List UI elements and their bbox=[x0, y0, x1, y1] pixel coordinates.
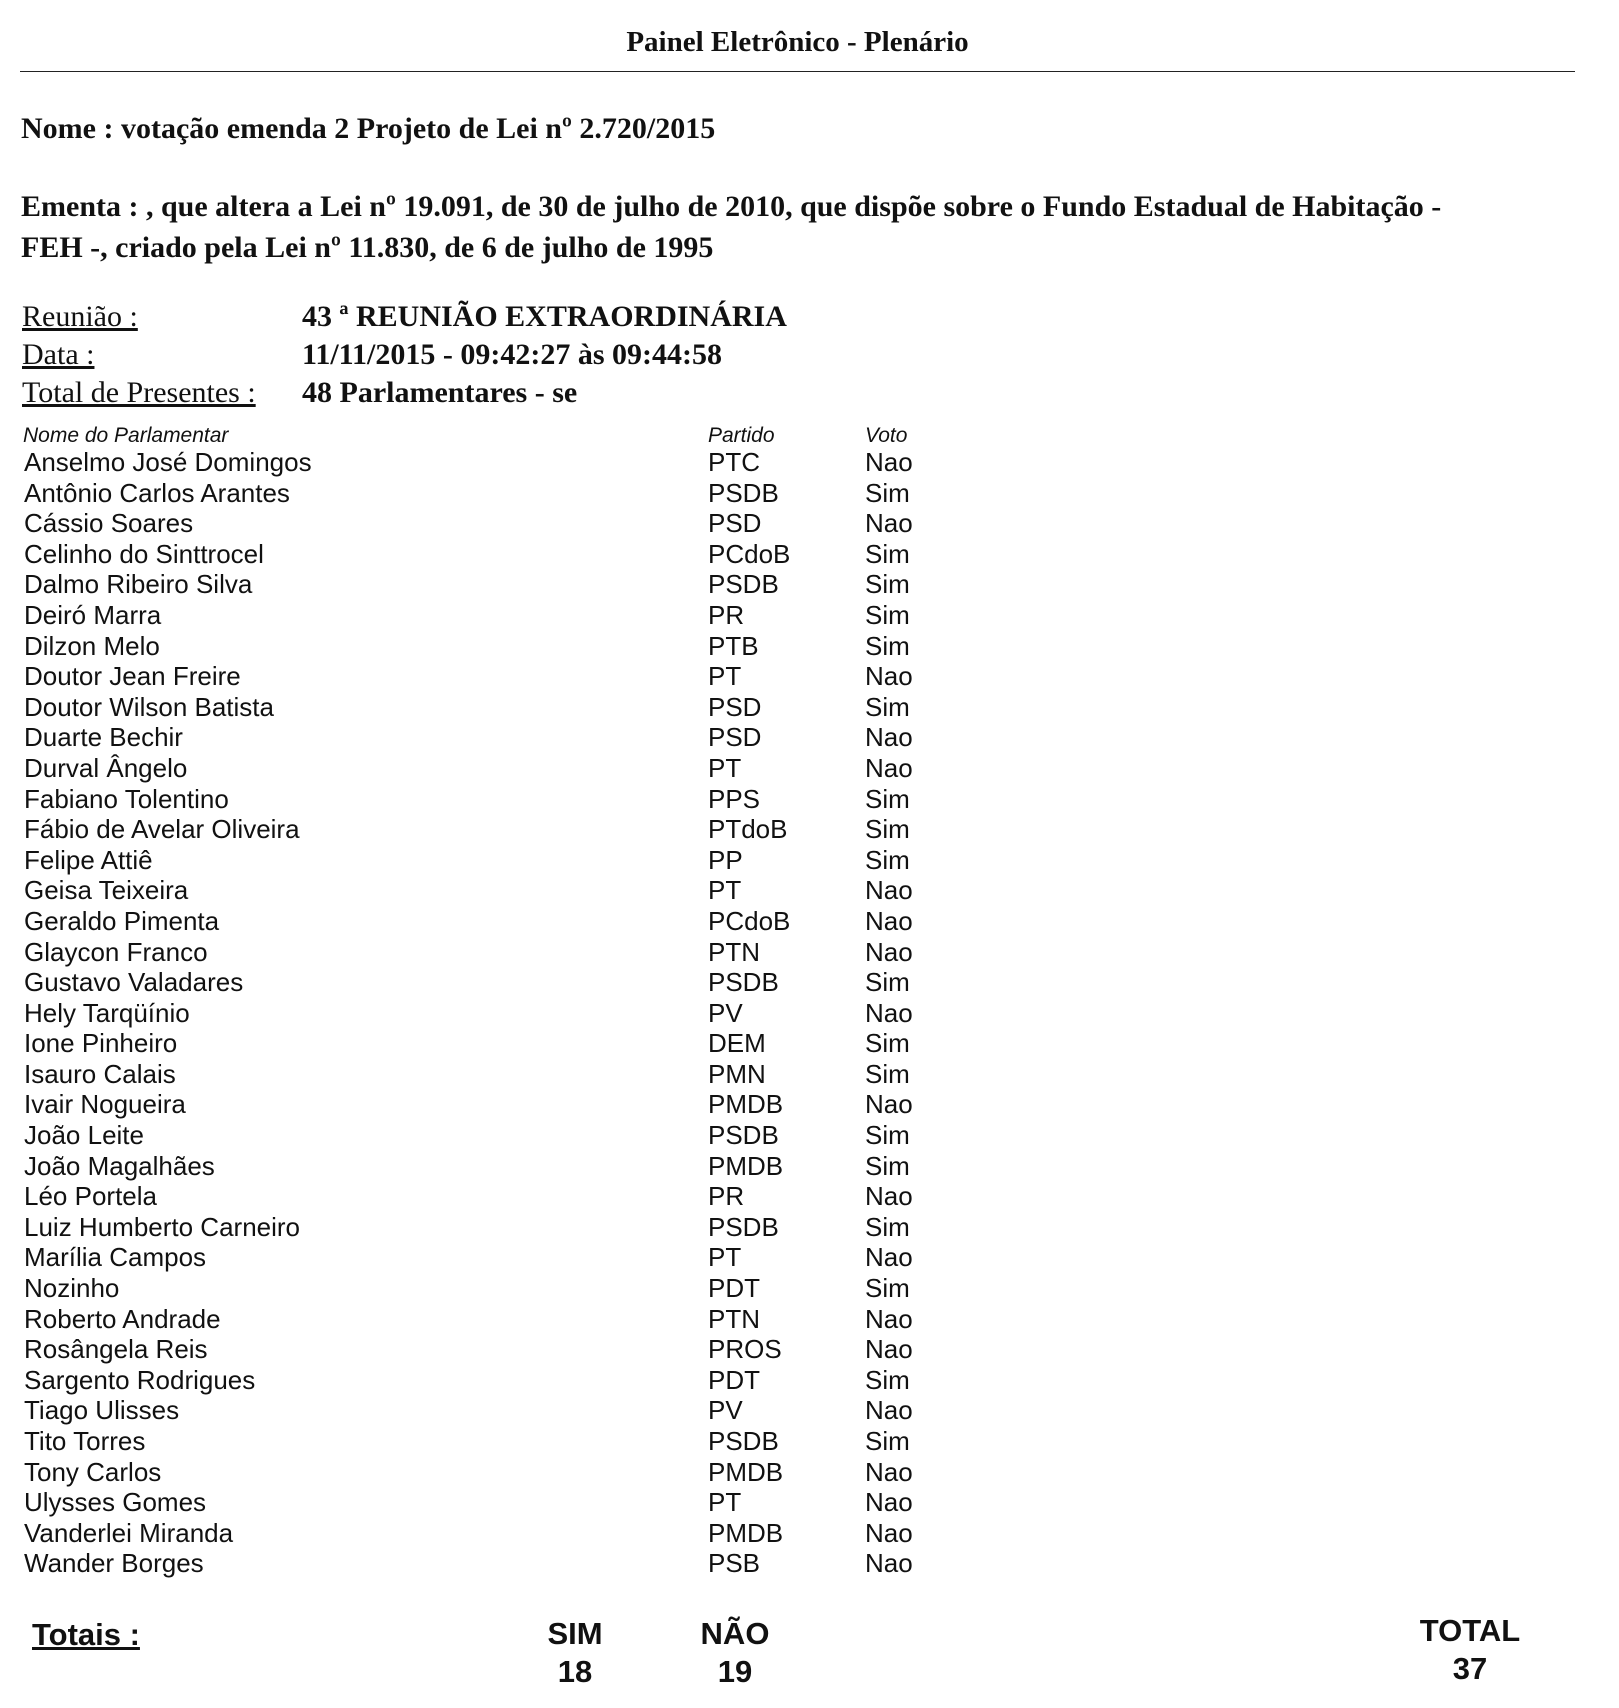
member-vote: Sim bbox=[865, 1426, 910, 1456]
member-party: PMDB bbox=[708, 1517, 784, 1548]
table-row bbox=[0, 631, 1619, 662]
date-label: Data : bbox=[22, 338, 95, 371]
member-name: Dilzon Melo bbox=[24, 630, 160, 661]
member-name: Doutor Jean Freire bbox=[24, 661, 241, 692]
header-divider bbox=[20, 71, 1575, 72]
table-row bbox=[0, 661, 1619, 692]
member-party: PSDB bbox=[708, 569, 779, 600]
member-vote: Sim bbox=[865, 1150, 910, 1181]
member-name: Ivair Nogueira bbox=[24, 1089, 186, 1120]
vote-name: Nome : votação emenda 2 Projeto de Lei nº 2.720/2015 bbox=[21, 112, 716, 145]
table-row bbox=[0, 1120, 1619, 1151]
member-party: PMDB bbox=[708, 1089, 784, 1120]
member-party: PSDB bbox=[708, 967, 779, 998]
member-party: PSD bbox=[708, 508, 762, 539]
member-name: Tito Torres bbox=[24, 1426, 146, 1456]
table-row bbox=[0, 1548, 1619, 1579]
member-name: Ulysses Gomes bbox=[24, 1487, 207, 1518]
totals-label: Totais : bbox=[32, 1617, 140, 1652]
member-name: Glaycon Franco bbox=[24, 936, 208, 967]
table-row bbox=[0, 998, 1619, 1029]
member-vote: Sim bbox=[865, 691, 910, 722]
member-vote: Sim bbox=[865, 844, 910, 875]
member-vote: Nao bbox=[865, 1517, 913, 1548]
table-row bbox=[0, 1212, 1619, 1243]
totals-nao bbox=[685, 1615, 785, 1691]
member-name: Vanderlei Miranda bbox=[24, 1517, 234, 1548]
date-value: 11/11/2015 - 09:42:27 às 09:44:58 bbox=[302, 338, 722, 371]
member-party: PTdoB bbox=[708, 814, 788, 845]
member-vote: Nao bbox=[865, 1548, 913, 1579]
member-vote: Nao bbox=[865, 997, 913, 1028]
table-row bbox=[0, 1273, 1619, 1304]
member-name: Felipe Attiê bbox=[24, 844, 153, 875]
member-party: PSDB bbox=[708, 1426, 779, 1456]
member-party: PSB bbox=[708, 1548, 761, 1579]
member-name: Celinho do Sinttrocel bbox=[24, 538, 264, 569]
member-name: Rosângela Reis bbox=[24, 1334, 208, 1365]
member-vote: Sim bbox=[865, 1273, 910, 1304]
attendance-row bbox=[22, 376, 577, 410]
member-name: Isauro Calais bbox=[24, 1058, 176, 1089]
member-party: PT bbox=[708, 1487, 742, 1518]
member-name: Durval Ângelo bbox=[24, 752, 188, 783]
table-row bbox=[0, 1242, 1619, 1273]
table-row bbox=[0, 478, 1619, 509]
totals-total-value: 37 bbox=[1452, 1651, 1488, 1686]
member-party: PTN bbox=[708, 936, 760, 967]
member-name: Luiz Humberto Carneiro bbox=[24, 1211, 301, 1242]
table-row bbox=[0, 539, 1619, 570]
member-party: PCdoB bbox=[708, 905, 791, 936]
member-vote: Sim bbox=[865, 1120, 910, 1151]
table-row bbox=[0, 1089, 1619, 1120]
table-row bbox=[0, 845, 1619, 876]
table-row bbox=[0, 1487, 1619, 1518]
member-vote: Nao bbox=[865, 875, 913, 906]
member-vote: Sim bbox=[865, 630, 910, 661]
member-name: Duarte Bechir bbox=[24, 722, 183, 753]
attendance-value: 48 Parlamentares - se bbox=[302, 376, 578, 409]
meeting-row bbox=[22, 300, 787, 334]
member-name: Gustavo Valadares bbox=[24, 967, 244, 998]
member-name: Roberto Andrade bbox=[24, 1303, 221, 1334]
table-row bbox=[0, 937, 1619, 968]
totals-sim-value: 18 bbox=[557, 1654, 593, 1689]
table-row bbox=[0, 722, 1619, 753]
member-name: Tiago Ulisses bbox=[24, 1395, 180, 1426]
totals-nao-value: 19 bbox=[717, 1654, 753, 1689]
page-title: Painel Eletrônico - Plenário bbox=[626, 26, 969, 58]
member-vote: Sim bbox=[865, 783, 910, 814]
member-vote: Nao bbox=[865, 905, 913, 936]
member-party: PMDB bbox=[708, 1456, 784, 1487]
member-name: Geraldo Pimenta bbox=[24, 905, 220, 936]
member-party: PP bbox=[708, 844, 743, 875]
table-row bbox=[0, 1181, 1619, 1212]
member-party: PMN bbox=[708, 1058, 766, 1089]
member-party: PTN bbox=[708, 1303, 760, 1334]
member-party: PSDB bbox=[708, 1211, 779, 1242]
table-row bbox=[0, 814, 1619, 845]
member-vote: Nao bbox=[865, 661, 913, 692]
table-row bbox=[0, 1426, 1619, 1457]
table-row bbox=[0, 1028, 1619, 1059]
table-row bbox=[0, 1518, 1619, 1549]
member-vote: Sim bbox=[865, 1028, 910, 1059]
totals-total-label: TOTAL bbox=[1419, 1613, 1521, 1648]
member-party: PSDB bbox=[708, 477, 779, 508]
member-party: PDT bbox=[708, 1273, 760, 1304]
member-vote: Nao bbox=[865, 752, 913, 783]
member-name: Nozinho bbox=[24, 1273, 120, 1304]
member-party: PTC bbox=[708, 447, 760, 477]
member-party: PPS bbox=[708, 783, 761, 814]
table-row bbox=[0, 1365, 1619, 1396]
member-party: PMDB bbox=[708, 1150, 784, 1181]
totals-sim-label: SIM bbox=[547, 1616, 603, 1651]
table-row bbox=[0, 1304, 1619, 1335]
member-vote: Nao bbox=[865, 1089, 913, 1120]
member-vote: Nao bbox=[865, 1303, 913, 1334]
member-vote: Sim bbox=[865, 1058, 910, 1089]
member-vote: Sim bbox=[865, 967, 910, 998]
member-party: PTB bbox=[708, 630, 759, 661]
member-party: PV bbox=[708, 997, 743, 1028]
table-row bbox=[0, 784, 1619, 815]
meeting-value: 43 ª REUNIÃO EXTRAORDINÁRIA bbox=[302, 300, 787, 333]
member-vote: Sim bbox=[865, 477, 910, 508]
member-vote: Nao bbox=[865, 722, 913, 753]
member-vote: Sim bbox=[865, 569, 910, 600]
member-name: Fábio de Avelar Oliveira bbox=[24, 814, 300, 845]
date-row bbox=[22, 338, 722, 372]
member-vote: Sim bbox=[865, 538, 910, 569]
table-row bbox=[0, 569, 1619, 600]
member-name: Léo Portela bbox=[24, 1181, 157, 1212]
member-party: PT bbox=[708, 661, 742, 692]
member-vote: Sim bbox=[865, 599, 910, 630]
member-name: Marília Campos bbox=[24, 1242, 207, 1273]
member-vote: Sim bbox=[865, 814, 910, 845]
member-party: PCdoB bbox=[708, 538, 791, 569]
member-party: PR bbox=[708, 599, 745, 630]
member-party: PT bbox=[708, 875, 742, 906]
table-row bbox=[0, 753, 1619, 784]
column-header-name: Nome do Parlamentar bbox=[23, 424, 229, 447]
member-party: DEM bbox=[708, 1028, 766, 1059]
member-name: Wander Borges bbox=[24, 1548, 204, 1579]
member-name: Hely Tarqüínio bbox=[24, 997, 190, 1028]
member-vote: Nao bbox=[865, 1456, 913, 1487]
table-row bbox=[0, 1457, 1619, 1488]
member-name: Ione Pinheiro bbox=[24, 1028, 178, 1059]
member-name: Cássio Soares bbox=[24, 508, 194, 539]
member-vote: Nao bbox=[865, 1181, 913, 1212]
totals-nao-label: NÃO bbox=[700, 1616, 770, 1651]
member-party: PT bbox=[708, 1242, 742, 1273]
member-name: Deiró Marra bbox=[24, 599, 162, 630]
member-vote: Nao bbox=[865, 1242, 913, 1273]
member-name: Doutor Wilson Batista bbox=[24, 691, 274, 722]
member-vote: Nao bbox=[865, 1334, 913, 1365]
member-vote: Nao bbox=[865, 1487, 913, 1518]
member-name: Fabiano Tolentino bbox=[24, 783, 229, 814]
member-name: João Leite bbox=[24, 1120, 144, 1151]
table-row bbox=[0, 1334, 1619, 1365]
member-name: João Magalhães bbox=[24, 1150, 215, 1181]
vote-table bbox=[0, 447, 1619, 1579]
member-party: PSDB bbox=[708, 1120, 779, 1151]
member-party: PROS bbox=[708, 1334, 782, 1365]
member-vote: Nao bbox=[865, 936, 913, 967]
totals-total bbox=[1405, 1612, 1535, 1688]
member-vote: Nao bbox=[865, 508, 913, 539]
table-row bbox=[0, 600, 1619, 631]
table-row bbox=[0, 1059, 1619, 1090]
vote-ementa: Ementa : , que altera a Lei nº 19.091, de 30 de julho de 2010, que dispõe sobre o Fundo Estadual de Habitação - FEH -, criado pela Lei nº 11.830, de 6 de julho de 1995 bbox=[21, 190, 1442, 264]
member-vote: Sim bbox=[865, 1364, 910, 1395]
table-row bbox=[0, 447, 1619, 478]
table-row bbox=[0, 1151, 1619, 1182]
member-name: Dalmo Ribeiro Silva bbox=[24, 569, 253, 600]
member-party: PV bbox=[708, 1395, 743, 1426]
member-party: PSD bbox=[708, 722, 762, 753]
member-name: Sargento Rodrigues bbox=[24, 1364, 256, 1395]
table-row bbox=[0, 967, 1619, 998]
member-party: PSD bbox=[708, 691, 762, 722]
table-row bbox=[0, 1395, 1619, 1426]
member-vote: Nao bbox=[865, 447, 913, 477]
totals-sim bbox=[530, 1615, 620, 1691]
table-row bbox=[0, 692, 1619, 723]
member-party: PR bbox=[708, 1181, 745, 1212]
attendance-label: Total de Presentes : bbox=[22, 376, 256, 409]
member-name: Antônio Carlos Arantes bbox=[24, 477, 290, 508]
member-name: Anselmo José Domingos bbox=[24, 447, 312, 477]
member-name: Tony Carlos bbox=[24, 1456, 162, 1487]
member-name: Geisa Teixeira bbox=[24, 875, 189, 906]
member-party: PDT bbox=[708, 1364, 760, 1395]
member-party: PT bbox=[708, 752, 742, 783]
table-row bbox=[0, 875, 1619, 906]
member-vote: Sim bbox=[865, 1211, 910, 1242]
column-header-party: Partido bbox=[708, 424, 775, 447]
meeting-label: Reunião : bbox=[22, 300, 138, 333]
table-row bbox=[0, 906, 1619, 937]
member-vote: Nao bbox=[865, 1395, 913, 1426]
table-row bbox=[0, 508, 1619, 539]
column-header-vote: Voto bbox=[865, 424, 908, 447]
